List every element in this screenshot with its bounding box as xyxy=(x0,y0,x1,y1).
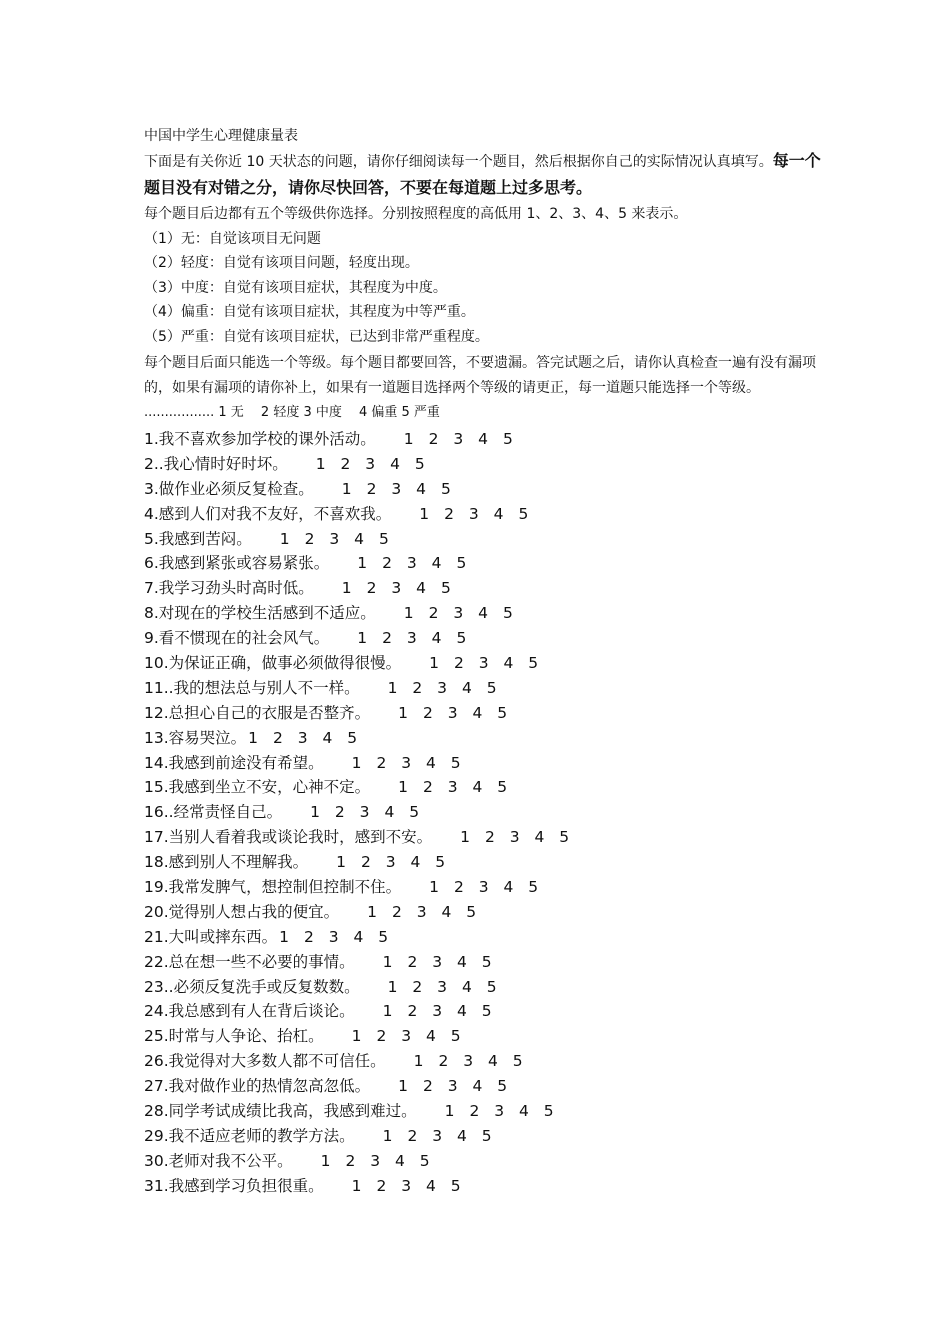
question-text: 20.觉得别人想占我的便宜。 xyxy=(144,902,340,921)
rating-scale: 1 2 3 4 5 xyxy=(351,1027,466,1046)
question-text: 12.总担心自己的衣服是否整齐。 xyxy=(144,703,371,722)
document-page xyxy=(144,124,824,1199)
rating-scale: 1 2 3 4 5 xyxy=(279,529,394,548)
rating-scale: 1 2 3 4 5 xyxy=(279,927,394,946)
question-item xyxy=(144,701,824,726)
question-text: 4.感到人们对我不友好，不喜欢我。 xyxy=(144,504,392,523)
question-item xyxy=(144,601,824,626)
intro-bold-text: 每一个题目没有对错之分，请你尽快回答，不要在每道题上过多思考。 xyxy=(144,151,821,197)
level-item: （1）无：自觉该项目无问题 xyxy=(144,230,321,247)
question-item xyxy=(144,900,824,925)
question-item xyxy=(144,576,824,601)
rating-scale: 1 2 3 4 5 xyxy=(382,1002,497,1021)
level-item: （4）偏重：自觉有该项目症状，其程度为中等严重。 xyxy=(144,304,475,320)
rating-scale: 1 2 3 4 5 xyxy=(320,1151,435,1170)
rating-scale: 1 2 3 4 5 xyxy=(387,678,502,697)
question-item xyxy=(144,1074,824,1099)
rating-scale: 1 2 3 4 5 xyxy=(336,853,451,872)
question-item xyxy=(144,452,824,477)
question-item xyxy=(144,1099,824,1124)
question-item xyxy=(144,651,824,676)
question-text: 7.我学习劲头时高时低。 xyxy=(144,579,314,598)
rating-scale: 1 2 3 4 5 xyxy=(382,952,497,971)
rating-scale: 1 2 3 4 5 xyxy=(429,878,544,897)
question-text: 21.大叫或摔东西。 xyxy=(144,927,278,946)
rating-scale: 1 2 3 4 5 xyxy=(351,1176,466,1195)
question-item xyxy=(144,551,824,576)
level-item: （5）严重：自觉有该项目症状，已达到非常严重程度。 xyxy=(144,328,489,345)
question-text: 31.我感到学习负担很重。 xyxy=(144,1176,324,1195)
rating-scale: 1 2 3 4 5 xyxy=(341,479,456,498)
question-text: 25.时常与人争论、抬杠。 xyxy=(144,1027,324,1046)
rating-scale: 1 2 3 4 5 xyxy=(429,654,544,673)
question-item xyxy=(144,477,824,502)
question-item xyxy=(144,950,824,975)
question-text: 27.我对做作业的热情忽高忽低。 xyxy=(144,1077,371,1096)
question-item xyxy=(144,726,824,751)
question-text: 24.我总感到有人在背后谈论。 xyxy=(144,1002,355,1021)
rating-scale: 1 2 3 4 5 xyxy=(310,803,425,822)
rating-scale: 1 2 3 4 5 xyxy=(357,554,472,573)
rating-scale: 1 2 3 4 5 xyxy=(403,430,518,448)
rating-scale: 1 2 3 4 5 xyxy=(413,1052,528,1071)
question-text: 9.看不惯现在的社会风气。 xyxy=(144,629,330,648)
question-text: 17.当别人看着我或谈论我时，感到不安。 xyxy=(144,828,433,847)
question-text: 1.我不喜欢参加学校的课外活动。 xyxy=(144,430,376,448)
rating-scale: 1 2 3 4 5 xyxy=(387,977,502,996)
rating-scale: 1 2 3 4 5 xyxy=(444,1102,559,1121)
question-item xyxy=(144,427,824,452)
rating-scale: 1 2 3 4 5 xyxy=(315,454,430,473)
level-item: （3）中度：自觉有该项目症状，其程度为中度。 xyxy=(144,279,447,296)
question-item xyxy=(144,502,824,527)
intro-paragraph xyxy=(144,148,824,202)
question-item xyxy=(144,1049,824,1074)
rating-scale: 1 2 3 4 5 xyxy=(357,629,472,648)
question-item xyxy=(144,1124,824,1149)
rating-scale: 1 2 3 4 5 xyxy=(419,504,534,523)
question-text: 8.对现在的学校生活感到不适应。 xyxy=(144,604,376,623)
question-text: 28.同学考试成绩比我高，我感到难过。 xyxy=(144,1102,417,1121)
document-title: 中国中学生心理健康量表 xyxy=(144,128,298,144)
question-text: 11..我的想法总与别人不一样。 xyxy=(144,678,360,697)
rating-scale: 1 2 3 4 5 xyxy=(341,579,456,598)
question-text: 2..我心情时好时坏。 xyxy=(144,454,288,473)
question-text: 10.为保证正确，做事必须做得很慢。 xyxy=(144,654,402,673)
question-item xyxy=(144,775,824,800)
rating-scale: 1 2 3 4 5 xyxy=(398,778,513,797)
question-text: 14.我感到前途没有希望。 xyxy=(144,753,324,772)
scale-header: ................. 1 无 2 轻度 3 中度 4 偏重 5 严重 xyxy=(144,405,440,420)
question-item xyxy=(144,999,824,1024)
question-text: 23..必须反复洗手或反复数数。 xyxy=(144,977,360,996)
question-text: 19.我常发脾气，想控制但控制不住。 xyxy=(144,878,402,897)
question-item xyxy=(144,800,824,825)
rating-scale: 1 2 3 4 5 xyxy=(398,1077,513,1096)
level-item: （2）轻度：自觉有该项目问题，轻度出现。 xyxy=(144,255,419,271)
question-text: 16..经常责怪自己。 xyxy=(144,803,283,822)
rating-scale: 1 2 3 4 5 xyxy=(248,728,363,747)
question-text: 22.总在想一些不必要的事情。 xyxy=(144,952,355,971)
question-text: 18.感到别人不理解我。 xyxy=(144,853,309,872)
question-item xyxy=(144,527,824,552)
question-text: 26.我觉得对大多数人都不可信任。 xyxy=(144,1052,386,1071)
question-text: 15.我感到坐立不安，心神不定。 xyxy=(144,778,371,797)
question-text: 5.我感到苦闷。 xyxy=(144,529,252,548)
rating-scale: 1 2 3 4 5 xyxy=(460,828,575,847)
question-item xyxy=(144,975,824,1000)
levels-intro: 每个题目后边都有五个等级供你选择。分别按照程度的高低用 1、2、3、4、5 来表示。 xyxy=(144,206,688,222)
question-item xyxy=(144,626,824,651)
question-text: 3.做作业必须反复检查。 xyxy=(144,479,314,498)
question-item xyxy=(144,1024,824,1049)
instructions-paragraph: 每个题目后面只能选一个等级。每个题目都要回答，不要遗漏。答完试题之后，请你认真检查一遍有没有漏项的，如果有漏项的请你补上，如果有一道题目选择两个等级的请更正，每一道题只能选择一个等级。 xyxy=(144,355,816,396)
question-item xyxy=(144,925,824,950)
rating-scale: 1 2 3 4 5 xyxy=(382,1126,497,1145)
question-item xyxy=(144,825,824,850)
rating-scale: 1 2 3 4 5 xyxy=(367,902,482,921)
question-item xyxy=(144,875,824,900)
rating-scale: 1 2 3 4 5 xyxy=(403,604,518,623)
question-text: 6.我感到紧张或容易紧张。 xyxy=(144,554,330,573)
question-item xyxy=(144,676,824,701)
question-text: 13.容易哭泣。 xyxy=(144,728,247,747)
question-item xyxy=(144,1149,824,1174)
question-item xyxy=(144,850,824,875)
intro-text: 下面是有关你近 10 天状态的问题，请你仔细阅读每一个题目，然后根据你自己的实际情况认真填写。 xyxy=(144,154,773,170)
question-list xyxy=(144,427,824,1199)
rating-scale: 1 2 3 4 5 xyxy=(398,703,513,722)
rating-scale: 1 2 3 4 5 xyxy=(351,753,466,772)
question-text: 29.我不适应老师的教学方法。 xyxy=(144,1126,355,1145)
question-item xyxy=(144,751,824,776)
question-text: 30.老师对我不公平。 xyxy=(144,1151,293,1170)
question-item xyxy=(144,1174,824,1199)
